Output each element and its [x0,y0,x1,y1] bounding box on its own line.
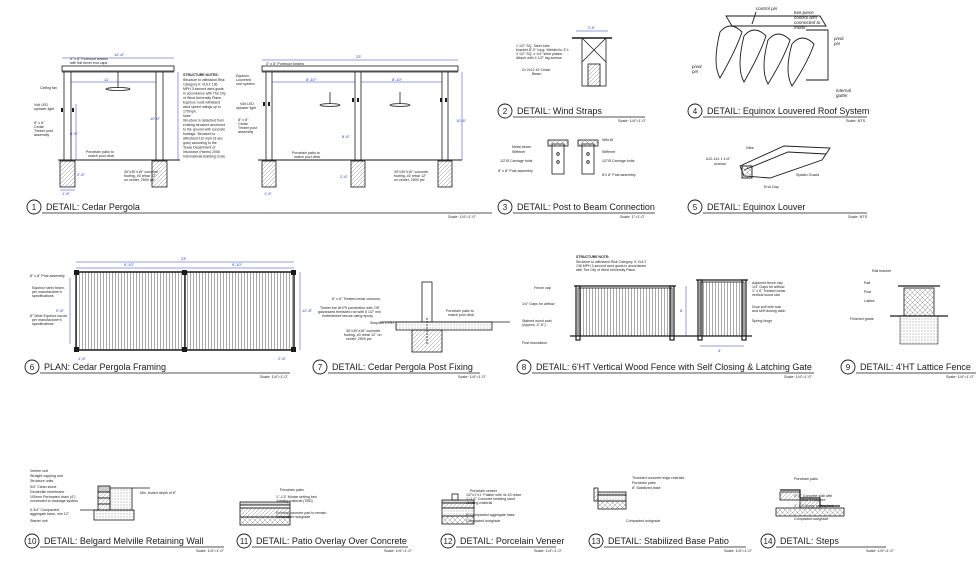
detail-number: 11 [239,537,249,546]
title-block-8 [517,360,814,379]
beam-label-right: 3" x 8" Portmoor beams [266,62,304,66]
detail-11-patio-overlay [240,488,326,525]
ptb-label-3: 1/2"Ø Carriage bolts [500,159,533,163]
fix-label-8: center, 2500 psi [346,337,372,341]
dim-height-right: 10'-6" [456,118,467,123]
svg-text:Texas Department of: Texas Department of [183,145,216,150]
wind-strap-label-5: 2x 2x12 #2 Cedar [522,68,551,72]
ptb-label-2: Stiffener [512,150,526,154]
end-cap-label: End Cap [764,185,779,189]
louver-label-3: roof system [236,82,255,86]
scale-note: Scale: NTS [848,215,868,219]
detail-number: 7 [317,363,323,372]
wind-strap-dim: 2'-6" [588,26,596,30]
fence-r1: Adjacent fence cap [752,281,783,285]
dim-top-right: 23' [356,54,362,59]
fix-label-3: galvanized threaded rod with 5 1/2" min [318,310,382,314]
dim-base-left: 1'-6" [62,191,70,196]
steps-label-4: 1"-1.5 Mortar setting bed [794,504,834,508]
veneer-label-4: Jointing material [466,501,493,505]
pivot-pin-right: pivot [834,36,844,41]
scale-note: Scale: 1/4"=1'-0" [384,549,413,553]
scale-note: Scale: 1/4"=1'-0" [946,375,975,379]
scale-note: Scale: 1/4"=1'-0" [458,375,487,379]
plan-dim-total: 23' [181,256,187,261]
plan-label-7: specifications [32,322,54,326]
scale-note: Scale: 1/4"=1'-0" [196,549,225,553]
svg-text:Equinox roofs withstand: Equinox roofs withstand [183,100,221,105]
wall-label-4: 3/4" Clean stone [30,485,57,489]
detail-number: 14 [763,537,773,546]
fence-r3: 1" x 6" Treated cedar [752,289,786,293]
ptb-label-4: 8" x 8" Post assembly [498,169,533,173]
pivot-pin-left: pivot [692,64,702,69]
paver-label: Porcelain patio to [86,150,114,154]
detail-8-wood-fence [522,255,786,353]
footing-label-2: footing, #3 rebar 12" [124,174,157,178]
fence-r5: Door pull with lock [752,305,782,309]
detail-title: DETAIL: Wind Straps [517,106,602,116]
structure-notes [183,73,226,159]
fix-label-1: 6" x 6" Treated cedar columns [332,297,380,301]
ptb-label-r3: 1/2"Ø Carriage bolts [602,159,635,163]
fence-notes [576,255,647,272]
fix-label-5: Simpson CPS7 [370,321,395,325]
overlay-label-3: Jointing material (TBD) [276,499,313,503]
post-label-right: 8" x 8" [238,118,249,122]
svg-text:Structure to withstand Risk: Structure to withstand Risk [183,78,225,82]
title-block-2 [498,104,647,123]
svg-text:existing structure anchored: existing structure anchored [183,123,226,127]
svg-text:Structure to withstand Risk Ca: Structure to withstand Risk Category II; VULT [576,260,647,264]
wind-strap-label-4: Attach with 4 1/2" lag screws [516,56,562,60]
footing-label: 30"x30"x16" concrete [124,170,159,174]
plan-label-3: per manufacturer's [32,290,62,294]
detail-title: DETAIL: Cedar Pergola Post Fixing [332,362,473,372]
plan-label-2: Equinox steel beam, [32,286,65,290]
title-block-14 [761,534,895,553]
overlay-label-2: 1"-1.5" Mortar setting bed [276,495,317,499]
detail-14-steps [776,477,844,521]
detail-13-stabilized-base [594,476,684,523]
svg-text:Note:: Note: [183,114,192,118]
plan-dim-4: 2'-6" [278,356,286,361]
control-pin-label: control pin [756,6,778,11]
svg-text:gust) according to the: gust) according to the [183,141,217,145]
pergola-beam-label: 3" x 8" Portmoor beams [70,57,108,61]
fence-dim-1: 6' [680,308,683,313]
stab-label-1: Troweled concrete edge restraint [632,476,685,480]
detail-title: DETAIL: Cedar Pergola [46,202,140,212]
light-label-right-2: uplower light [236,106,257,110]
wind-strap-label-6: Beam [532,72,542,76]
light-label-2: uplower light [34,107,55,111]
dim-height2-right: 8'-6" [342,134,350,139]
lattice-grade-label: Finished grade [850,317,874,321]
detail-number: 3 [502,203,508,212]
paver-label-2: match pool deck [88,154,115,158]
fence-cap-label: Fence cap [534,286,551,290]
title-block-3 [498,200,655,219]
detail-number: 1 [31,203,37,212]
fence-foundation-label: Post foundation [522,341,547,345]
light-label-right: Volt LED [240,102,254,106]
scale-note: Scale: 1/4"=1'-0" [260,375,289,379]
dim-mid-left: 11' [104,77,109,82]
plan-dim-3: 1'-6" [78,356,86,361]
detail-title: DETAIL: Steps [780,536,839,546]
title-block-6 [25,360,290,379]
wind-strap-label-2: bracket 8"-0" long. Welded to 3"x [516,48,569,52]
footing-label-right-3: on center, 2500 psi [394,178,425,182]
fence-r7: Spring hinge [752,319,773,323]
ptb-label-1: Metal beam [512,145,531,149]
wall-label-r1: Min. buried depth of 8" [140,491,177,495]
detail-1-cedar-pergola [34,52,467,196]
nibs-label: Nibs [746,146,754,150]
steps-label-5: Compacted subgrade [794,517,829,521]
veneer-label-6: Compacted subgrade [466,519,501,523]
fence-dim-2: 4' [718,348,721,353]
fix-label-r2: match pool deck [448,313,475,317]
dim-base-right: 1'-6" [264,191,272,196]
wind-strap-label-3: 3 1/2" SQ. x 1/4" steel plates. [516,52,563,56]
dim-base2-left: 2'-6" [77,172,85,177]
title-block-11 [237,534,413,553]
post-label-right-3: Timber post [238,126,257,130]
title-block-5 [688,200,868,219]
screw-label-2: screws [714,162,726,166]
detail-number: 2 [502,107,508,116]
scale-note: Scale: 1"=1'-0" [620,215,645,219]
louver-label: Equinox [236,74,249,78]
ptb-label-r1: W8x16 [602,138,614,142]
detail-title: DETAIL: Belgard Melville Retaining Wall [44,536,204,546]
wind-strap-label-1: 1 1/2" SQ. Steel tube [516,44,550,48]
overlay-label-5: Compacted subgrade [276,515,311,519]
detail-number: 13 [591,537,601,546]
ptb-label-r4: 8"x 8" Post assembly [602,173,636,177]
plan-label-6: per manufacturer's [32,318,62,322]
footing-label-right-2: footing, #3 rebar 12" [394,174,427,178]
detail-3-post-to-beam [498,138,636,177]
post-label-right-4: assembly [238,130,254,134]
title-block-13 [589,534,753,553]
splash-guard-label: Splash Guard [796,173,820,177]
detail-title: DETAIL: Porcelain Veneer [460,536,565,546]
detail-title: DETAIL: Stabilized Base Patio [608,536,729,546]
svg-text:175mph.: 175mph. [183,109,197,114]
stab-label-4: Compacted subgrade [626,519,661,523]
svg-text:footings. Structure to: footings. Structure to [183,132,216,136]
wall-label-1: Veneer unit [30,469,49,473]
detail-9-lattice-fence [850,269,948,344]
dim-mid-right: 8'-10" [306,77,317,82]
plan-dim-vertical-2: 9'-8" [56,308,64,313]
detail-7-post-fixing [318,282,510,352]
veneer-label-3: 1"-1.5" Concrete bedding sand [466,497,515,501]
lattice-post-label: Post [864,290,872,294]
title-block-9 [841,360,976,379]
wall-label-9: aggregate base, min 12" [30,512,70,516]
stab-label-3: 8" Stabilized base [632,486,661,490]
fence-note-title: STRUCTURE NOTE: [576,255,610,259]
fix-label-6: 30"x30"x16" concrete [346,329,381,333]
fence-post-label: Stained wood post [522,319,552,323]
scale-note: Scale: 1/4"=1'-0" [534,549,563,553]
dim-mid-right-2: 8'-10" [392,77,403,82]
detail-12-porcelain-veneer [442,489,522,524]
post-label: 8" x 8" [34,121,45,125]
pergola-elevation-left [58,58,180,190]
scale-note: Scale: 1/4"=1'-0" [724,549,753,553]
pivot-pin-left-2: pin [692,69,699,74]
detail-number: 9 [845,363,851,372]
dim-height2-left: 8'-6" [70,131,78,136]
svg-text:in accordance with The City: in accordance with The City [183,91,226,96]
dim-base2-right: 2'-6" [340,174,348,179]
wall-label-7: connected to drainage system [30,499,78,503]
svg-text:wind speed ratings up to: wind speed ratings up to [183,105,221,109]
internal-gutter-label-2: gutter [836,93,848,98]
louver-label-2: Louvered [236,78,251,82]
scale-note: Scale: 1/4"=1'-0" [784,375,813,379]
svg-text:International Building Code.: International Building Code. [183,154,227,159]
dim-height-left: 10'-0" [150,116,161,121]
control-arm-label-2: control arm [794,15,817,20]
plan-label-1: 8" x 8" Post assembly [30,274,65,278]
ptb-label-r2: Stiffener [602,150,616,154]
detail-number: 10 [27,537,37,546]
control-arm-label-4: motor [794,25,806,30]
internal-gutter-label: internal [836,88,852,93]
post-label-right-2: Cedar [238,122,248,126]
detail-title: PLAN: Cedar Pergola Framing [44,362,167,372]
detail-title: DETAIL: 4'HT Lattice Fence [860,362,971,372]
detail-title: DETAIL: Patio Overlay Over Concrete [256,536,407,546]
control-arm-label: two-piece [794,10,814,15]
svg-text:Insurance (Harris) 2006: Insurance (Harris) 2006 [183,150,220,154]
plan-label-4: specifications [32,294,54,298]
svg-text:Category II; VULT 136: Category II; VULT 136 [183,82,218,87]
svg-text:to the ground with concrete: to the ground with concrete [183,127,226,132]
plan-label-5: 8" Wide Equinox louver, [30,314,69,318]
detail-5-louver [706,146,830,189]
fence-gaps-label: 1/4" Gaps for airflow [522,302,555,306]
svg-text:withstand 110 mph (3-sec: withstand 110 mph (3-sec [183,136,223,141]
detail-2-wind-straps [516,26,612,86]
scale-note: Scale: 1/4"=1'-0" [618,119,647,123]
ceiling-fan-label: Ceiling fan [40,86,57,90]
pivot-pin-right-2: pin [834,41,841,46]
footing-label-3: on center, 2500 psi [124,178,155,182]
screw-label: #12-11x 1 1/4" [706,157,731,161]
lattice-label: Lattice [864,299,875,303]
fix-label-r1: Porcelain patio to [446,309,474,313]
detail-number: 5 [692,203,698,212]
svg-text:136 MPH 3-second wind gusts in: 136 MPH 3-second wind gusts in accordance [576,264,647,268]
post-label-2: Cedar [34,125,44,129]
veneer-label-2: 1/2"x1"x1" Fastler with 4x #3 rebar [466,493,521,497]
plan-dim-2: 9'-10" [232,262,243,267]
svg-text:Structure is detached from: Structure is detached from [183,118,225,123]
title-block-1 [27,200,492,219]
veneer-label-1: Porcelain veneer [470,489,497,493]
paver-label-right: Porcelain patio to [292,151,320,155]
structure-notes-title: STRUCTURE NOTES: [183,73,219,77]
wall-label-8: 0-3/4" Compacted [30,508,59,512]
overlay-label-1: Porcelain patio [280,488,304,492]
detail-10-retaining-wall [30,469,177,523]
svg-text:with The City of West Universi: with The City of West University Place. [576,268,636,272]
fence-r2: 1/4" Gaps for airflow [752,285,785,289]
detail-4-louvered-roof [691,6,852,98]
veneer-label-5: 6" Compacted aggregate base [466,513,515,517]
plan-dim-1: 9'-10" [124,262,135,267]
post-label-4: assembly [34,133,50,137]
fence-post-label-2: (Approx. 4"-6") [522,323,546,327]
scale-note: Scale: 1/4"=1'-0" [448,215,477,219]
wall-label-3: Structure units [30,479,54,483]
plan-dim-vertical: 12'-8" [302,308,313,313]
light-label: Volt LED [34,103,48,107]
detail-title: DETAIL: 6'HT Vertical Wood Fence with Self Closing & Latching Gate [536,362,812,372]
svg-text:MPH 3-second wind gusts: MPH 3-second wind gusts [183,87,224,91]
lattice-rail-label: Rail [864,281,871,285]
fix-label-7: footing, #3 rebar 12" on [344,333,382,337]
lattice-bracket-label: Rail bracket [872,269,891,273]
detail-title: DETAIL: Post to Beam Connection [517,202,655,212]
wall-label-10: Starter unit [30,519,48,523]
overlay-label-4: Existing concrete pad to remain [276,511,327,515]
title-block-12 [441,534,564,553]
footing-label-right: 30"x30"x16" concrete [394,170,429,174]
pergola-elevation-right [258,60,462,187]
detail-number: 12 [443,537,453,546]
paver-label-right-2: match pool deck [294,155,321,159]
detail-title: DETAIL: Equinox Louvered Roof System [707,106,870,116]
svg-text:of West University Place.: of West University Place. [183,96,222,100]
dim-top-left: 12'-8" [114,52,125,57]
steps-label-3: rebar if required [800,498,826,502]
scale-note: Scale: NTS [846,119,866,123]
detail-number: 8 [521,363,527,372]
detail-title: DETAIL: Equinox Louver [707,202,806,212]
title-block-7 [313,360,487,379]
scale-note: Scale: 1/4"=1'-0" [866,549,895,553]
detail-number: 4 [692,107,698,116]
steps-label-1: Porcelain patio [794,477,818,481]
post-label-3: Timber post [34,129,53,133]
fix-label-2: Timber toe AH75 connection with 7/8" [320,306,380,310]
title-block-10 [25,534,225,553]
fix-label-4: embedment secure using epoxy [322,314,373,318]
detail-number: 6 [29,363,35,372]
stab-label-2: Porcelain patio [632,481,656,485]
title-block-4 [688,104,869,123]
fence-r6: and self closing latch [752,309,786,313]
control-arm-label-3: connected to [794,20,821,25]
wall-label-6: 100mm Perforated drain (4") [30,495,76,499]
detail-6-plan-framing [30,256,313,361]
fence-r4: vertical wood slat [752,293,780,297]
wall-label-5: Geotextile membrane [30,490,65,494]
steps-label-2: 4"-6" Concrete slab with [794,494,833,498]
wall-label-2: Straight capping unit [30,474,63,478]
pergola-beam-label-2: with flat bevel end caps [70,61,108,65]
